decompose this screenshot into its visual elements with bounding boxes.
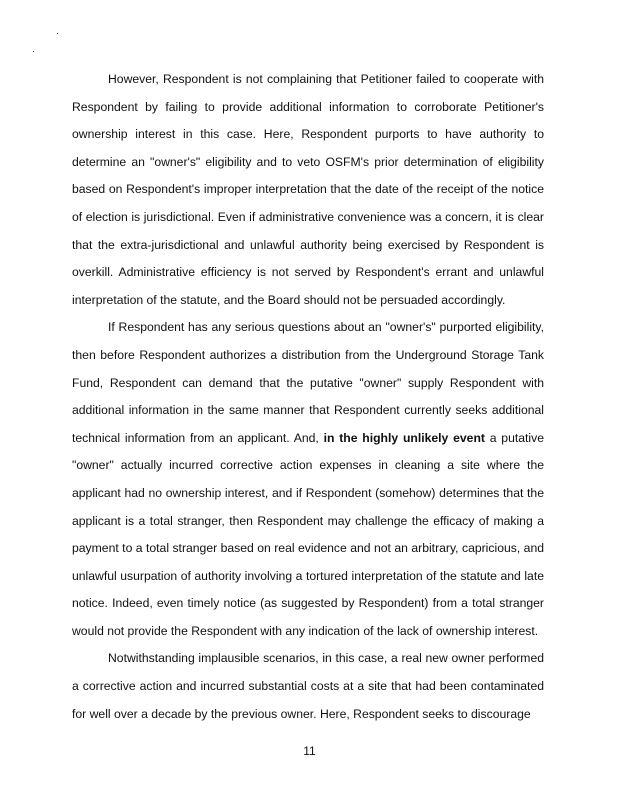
paragraph-1: However, Respondent is not complaining that Petitioner failed to cooperate with Respondent by failing to provide additional information to corroborate Petitioner's ownership interest in this case. Here, Respondent purports to have authority to determine an "owner's" eligibility and to veto OSFM's prior determination of eligibility based on Respondent's improper interpretation that the date of the receipt of the notice of election is jurisdictional. Even if administrative convenience was a concern, it is clear that the extra-jurisdictional and unlawful authority being exercised by Respondent is overkill. Administrative efficiency is not served by Respondent's errant and unlawful interpretation of the statute, and the Board should not be persuaded accordingly. [72, 72, 544, 307]
paragraph-2-start: If Respondent has any serious questions about an "owner's" purported eligibility, then before Respondent authorizes a distribution from the Underground Storage Tank Fund, Respondent can demand that the putative "owner" supply Respondent with additional information in the same manner that Respondent currently seeks additional technical information from an applicant. And, [72, 320, 544, 445]
scan-speck [33, 51, 34, 52]
paragraph-2 [72, 314, 544, 645]
paragraph-3: Notwithstanding implausible scenarios, in this case, a real new owner performed a corrective action and incurred substantial costs at a site that had been contaminated for well over a decade by the previous owner. Here, Respondent seeks to discourage [72, 651, 544, 721]
paragraph-2-end: a putative "owner" actually incurred corrective action expenses in cleaning a site where the applicant had no ownership interest, and if Respondent (somehow) determines that the applicant is a total stranger, then Respondent may challenge the efficacy of making a payment to a total stranger based on real evidence and not an arbitrary, capricious, and unlawful usurpation of authority involving a tortured interpretation of the statute and late notice. Indeed, even timely notice (as suggested by Respondent) from a total stranger would not provide the Respondent with any indication of the lack of ownership interest. [72, 430, 544, 638]
document-body [72, 66, 544, 728]
page-number: 11 [303, 744, 316, 758]
scan-speck [57, 33, 58, 34]
paragraph-2-emphasis: in the highly unlikely event [323, 430, 485, 445]
